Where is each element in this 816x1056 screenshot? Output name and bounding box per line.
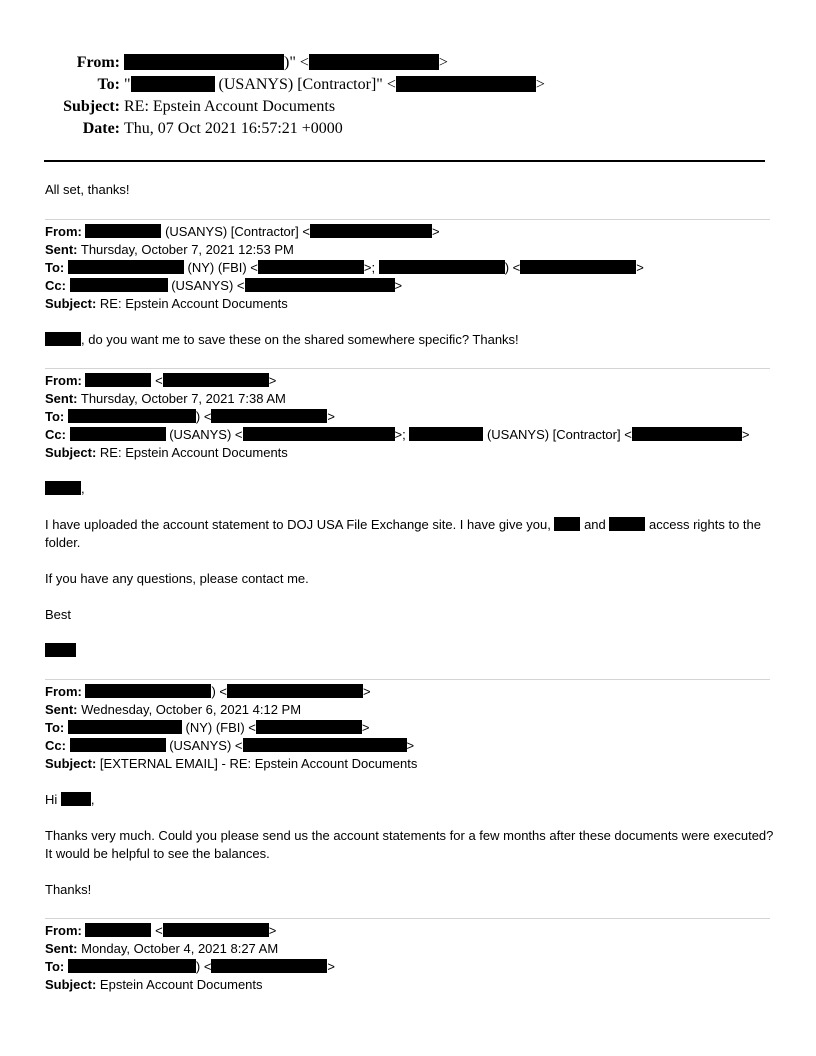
header-subject-label: Subject: — [63, 98, 120, 115]
redaction-block — [309, 54, 439, 70]
redaction-block — [211, 959, 327, 973]
msg4-sent: Sent: Monday, October 4, 2021 8:27 AM — [45, 941, 279, 956]
msg1-sent: Sent: Thursday, October 7, 2021 12:53 PM — [45, 242, 294, 257]
msg2-subject: Subject: RE: Epstein Account Documents — [45, 445, 288, 460]
msg4-to: To: ) < > — [45, 959, 336, 974]
redaction-block — [85, 373, 151, 387]
msg2-sent: Sent: Thursday, October 7, 2021 7:38 AM — [45, 391, 286, 406]
msg2-from: From: < > — [45, 373, 277, 388]
redaction-block — [245, 278, 395, 292]
message-divider — [45, 368, 770, 369]
header-to-label: To: — [97, 76, 120, 93]
msg2-signature — [45, 642, 76, 660]
redaction-block — [554, 517, 580, 531]
msg1-subject: Subject: RE: Epstein Account Documents — [45, 296, 288, 311]
redaction-block — [85, 224, 161, 238]
msg1-body: , do you want me to save these on the shared somewhere specific? Thanks! — [45, 331, 519, 349]
header-divider — [44, 160, 765, 162]
msg1-from: From: (USANYS) [Contractor] < > — [45, 224, 440, 239]
header-from-row: From: )" < > — [0, 52, 816, 74]
redaction-block — [70, 738, 166, 752]
redaction-block — [70, 427, 166, 441]
reply-text: All set, thanks! — [45, 182, 130, 197]
redaction-block — [70, 278, 168, 292]
redaction-block — [243, 738, 407, 752]
redaction-block — [68, 720, 182, 734]
redaction-block — [45, 332, 81, 346]
message-divider — [45, 918, 770, 919]
redaction-block — [243, 427, 395, 441]
message-divider — [45, 219, 770, 220]
msg2-paragraph-2: If you have any questions, please contact me. — [45, 571, 309, 586]
redaction-block — [61, 792, 91, 806]
msg3-greeting: Hi , — [45, 792, 95, 807]
redaction-block — [163, 923, 269, 937]
msg2-to: To: ) < > — [45, 409, 336, 424]
msg3-sent: Sent: Wednesday, October 6, 2021 4:12 PM — [45, 702, 302, 717]
msg3-subject: Subject: [EXTERNAL EMAIL] - RE: Epstein Account Documents — [45, 756, 418, 771]
msg3-cc: Cc: (USANYS) < > — [45, 738, 415, 753]
msg3-paragraph-2: Thanks! — [45, 882, 92, 897]
header-subject-row — [0, 96, 816, 118]
header-to-row: To: " (USANYS) [Contractor]" < > — [0, 74, 816, 96]
msg3-from: From: ) < > — [45, 684, 371, 699]
msg4-from: From: < > — [45, 923, 277, 938]
msg3-paragraph-1: Thanks very much. Could you please send us the account statements for a few months after these documents were executed? It would be helpful to see the balances. — [45, 828, 774, 861]
redaction-block — [520, 260, 636, 274]
msg1-cc: Cc: (USANYS) < > — [45, 278, 403, 293]
msg2-paragraph-1: I have uploaded the account statement to DOJ USA File Exchange site. I have give you, and access rights to the folder. — [45, 517, 762, 550]
redaction-block — [45, 481, 81, 495]
redaction-block — [45, 643, 76, 657]
redaction-block — [409, 427, 483, 441]
msg4-subject: Subject: Epstein Account Documents — [45, 977, 263, 992]
msg3-to: To: (NY) (FBI) < > — [45, 720, 370, 735]
email-header — [0, 52, 816, 140]
redaction-block — [124, 54, 284, 70]
header-from-label: From: — [76, 54, 120, 71]
redaction-block — [68, 409, 196, 423]
redaction-block — [227, 684, 363, 698]
redaction-block — [68, 959, 196, 973]
redaction-block — [609, 517, 645, 531]
header-subject: RE: Epstein Account Documents — [124, 98, 336, 115]
msg2-cc: Cc: (USANYS) < >; (USANYS) [Contractor] < > — [45, 427, 750, 442]
redaction-block — [632, 427, 742, 441]
redaction-block — [131, 76, 215, 92]
redaction-block — [379, 260, 505, 274]
msg1-to: To: (NY) (FBI) < >; ) < > — [45, 260, 644, 275]
header-date-row — [0, 118, 816, 140]
message-divider — [45, 679, 770, 680]
redaction-block — [85, 684, 211, 698]
redaction-block — [211, 409, 327, 423]
redaction-block — [256, 720, 362, 734]
redaction-block — [310, 224, 432, 238]
header-date-label: Date: — [82, 120, 120, 137]
header-date: Thu, 07 Oct 2021 16:57:21 +0000 — [124, 120, 343, 137]
msg2-greeting: , — [45, 480, 85, 498]
redaction-block — [396, 76, 536, 92]
msg2-signoff: Best — [45, 607, 72, 622]
redaction-block — [163, 373, 269, 387]
redaction-block — [68, 260, 184, 274]
redaction-block — [258, 260, 364, 274]
redaction-block — [85, 923, 151, 937]
